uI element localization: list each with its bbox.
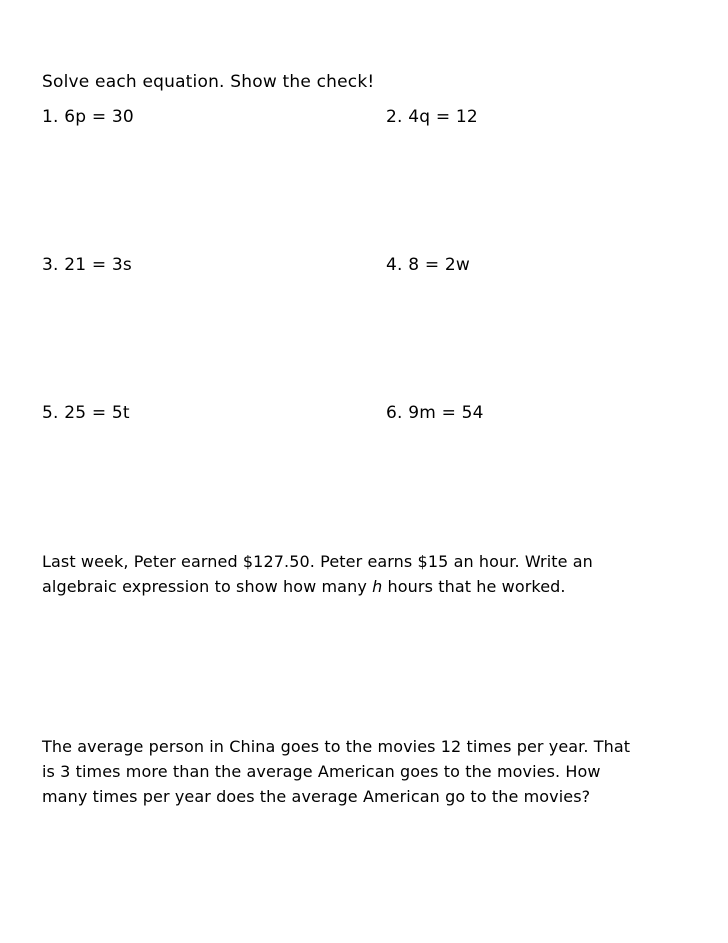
word-problem-movies-line-1: The average person in China goes to the movies 12 times per year. That (42, 737, 631, 756)
word-problem-movies-line-3: many times per year does the average American go to the movies? (42, 787, 591, 806)
word-problem-peter-line-2-end: hours that he worked. (382, 577, 566, 596)
word-problem-movies-line-2: is 3 times more than the average American goes to the movies. How (42, 762, 601, 781)
word-problem-peter-line-2-start: algebraic expression to show how many (42, 577, 373, 596)
word-problem-peter-line-2 (42, 577, 593, 602)
problem-6: 6. 9m = 54 (386, 403, 484, 423)
word-problem-peter-line-1: Last week, Peter earned $127.50. Peter earns $15 an hour. Write an (42, 552, 593, 571)
problem-1: 1. 6p = 30 (42, 107, 134, 127)
problem-2: 2. 4q = 12 (386, 107, 478, 127)
word-problem-peter (42, 552, 593, 602)
problem-5: 5. 25 = 5t (42, 403, 130, 423)
problem-3: 3. 21 = 3s (42, 255, 132, 275)
instructions-heading: Solve each equation. Show the check! (42, 72, 375, 92)
problem-4: 4. 8 = 2w (386, 255, 471, 275)
variable-h: h (372, 577, 383, 596)
word-problem-movies (42, 737, 630, 812)
